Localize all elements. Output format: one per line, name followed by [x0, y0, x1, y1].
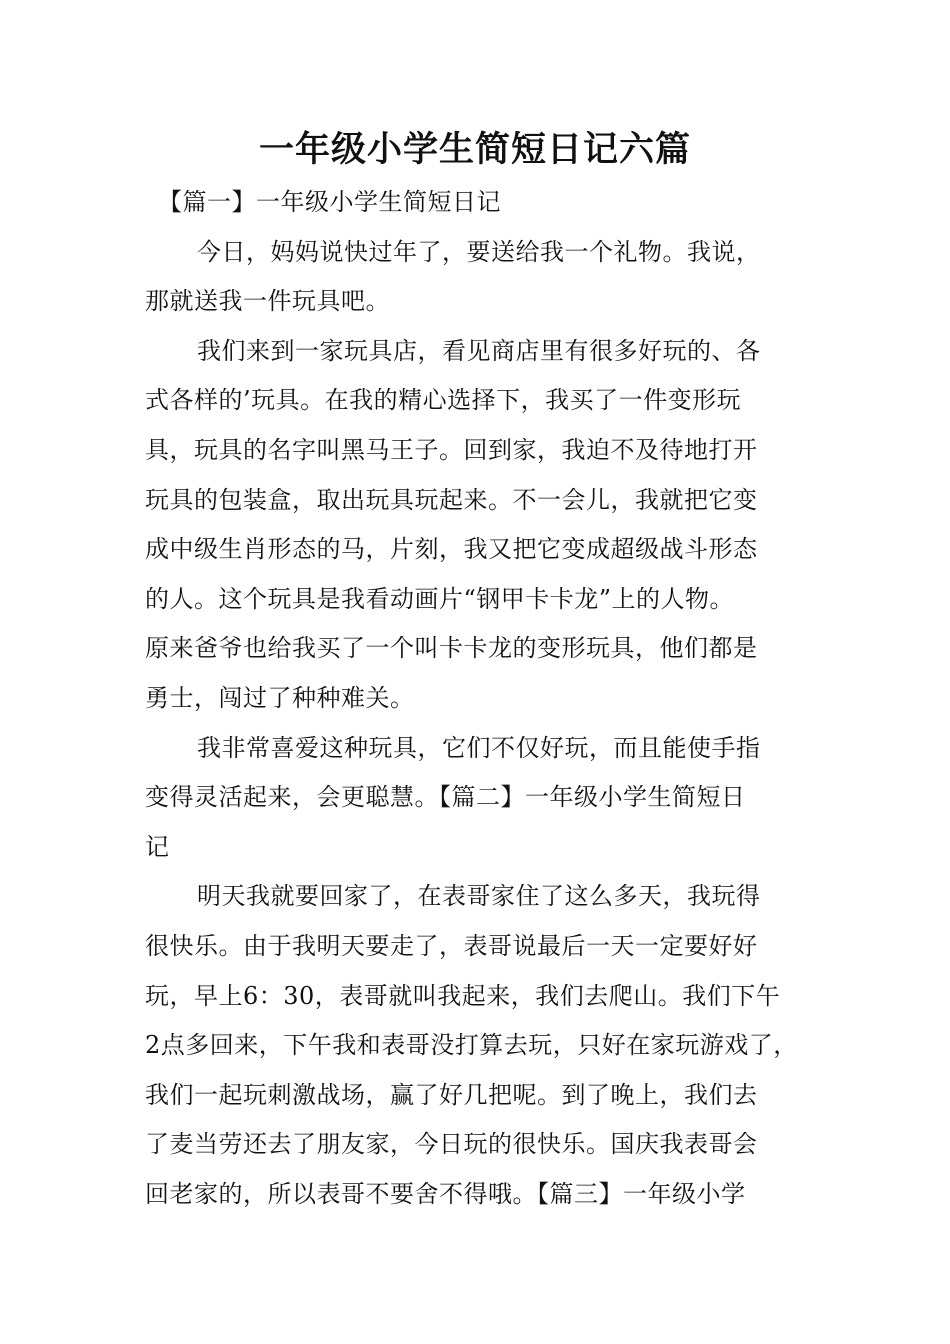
document-body	[145, 178, 823, 1219]
text-line: 那就送我一件玩具吧。	[145, 287, 390, 316]
text-line: 原来爸爷也给我买了一个叫卡卡龙的变形玩具，他们都是	[145, 634, 758, 663]
text-line: 我们来到一家玩具店，看见商店里有很多好玩的、各	[197, 336, 761, 365]
text-line: 勇士，闯过了种种难关。	[145, 683, 415, 712]
section-heading-1: 【篇一】一年级小学生简短日记	[158, 188, 501, 216]
text-line: 玩具的包装盒，取出玩具玩起来。不一会儿，我就把它变	[145, 485, 758, 514]
text-line: 式各样的’玩具。在我的精心选择下，我买了一件变形玩	[145, 386, 742, 415]
text-line: 的人。这个玩具是我看动画片“钢甲卡卡龙”上的人物。	[145, 584, 735, 613]
text-line: 明天我就要回家了，在表哥家住了这么多天，我玩得	[197, 882, 761, 911]
text-line: 回老家的，所以表哥不要舍不得哦。【篇三】一年级小学	[145, 1179, 746, 1208]
text-line: 记	[145, 832, 170, 861]
text-line: 了麦当劳还去了朋友家，今日玩的很快乐。国庆我表哥会	[145, 1130, 758, 1159]
text-line: 我们一起玩刺激战场，赢了好几把呢。到了晚上，我们去	[145, 1080, 758, 1109]
text-line: 变得灵活起来，会更聪慧。【篇二】一年级小学生简短日	[145, 783, 746, 812]
text-line: 2点多回来，下午我和表哥没打算去玩，只好在家玩游戏了，	[145, 1031, 798, 1060]
text-line: 具，玩具的名字叫黑马王子。回到家，我迫不及待地打开	[145, 435, 758, 464]
text-line: 玩，早上6：30，表哥就叫我起来，我们去爬山。我们下午	[145, 981, 781, 1010]
text-line: 很快乐。由于我明天要走了，表哥说最后一天一定要好好	[145, 931, 758, 960]
text-line: 我非常喜爱这种玩具，它们不仅好玩，而且能使手指	[197, 733, 761, 762]
text-line: 成中级生肖形态的马，片刻，我又把它变成超级战斗形态	[145, 535, 758, 564]
text-line: 今日，妈妈说快过年了，要送给我一个礼物。我说，	[197, 237, 761, 266]
document-title: 一年级小学生简短日记六篇	[258, 129, 691, 170]
